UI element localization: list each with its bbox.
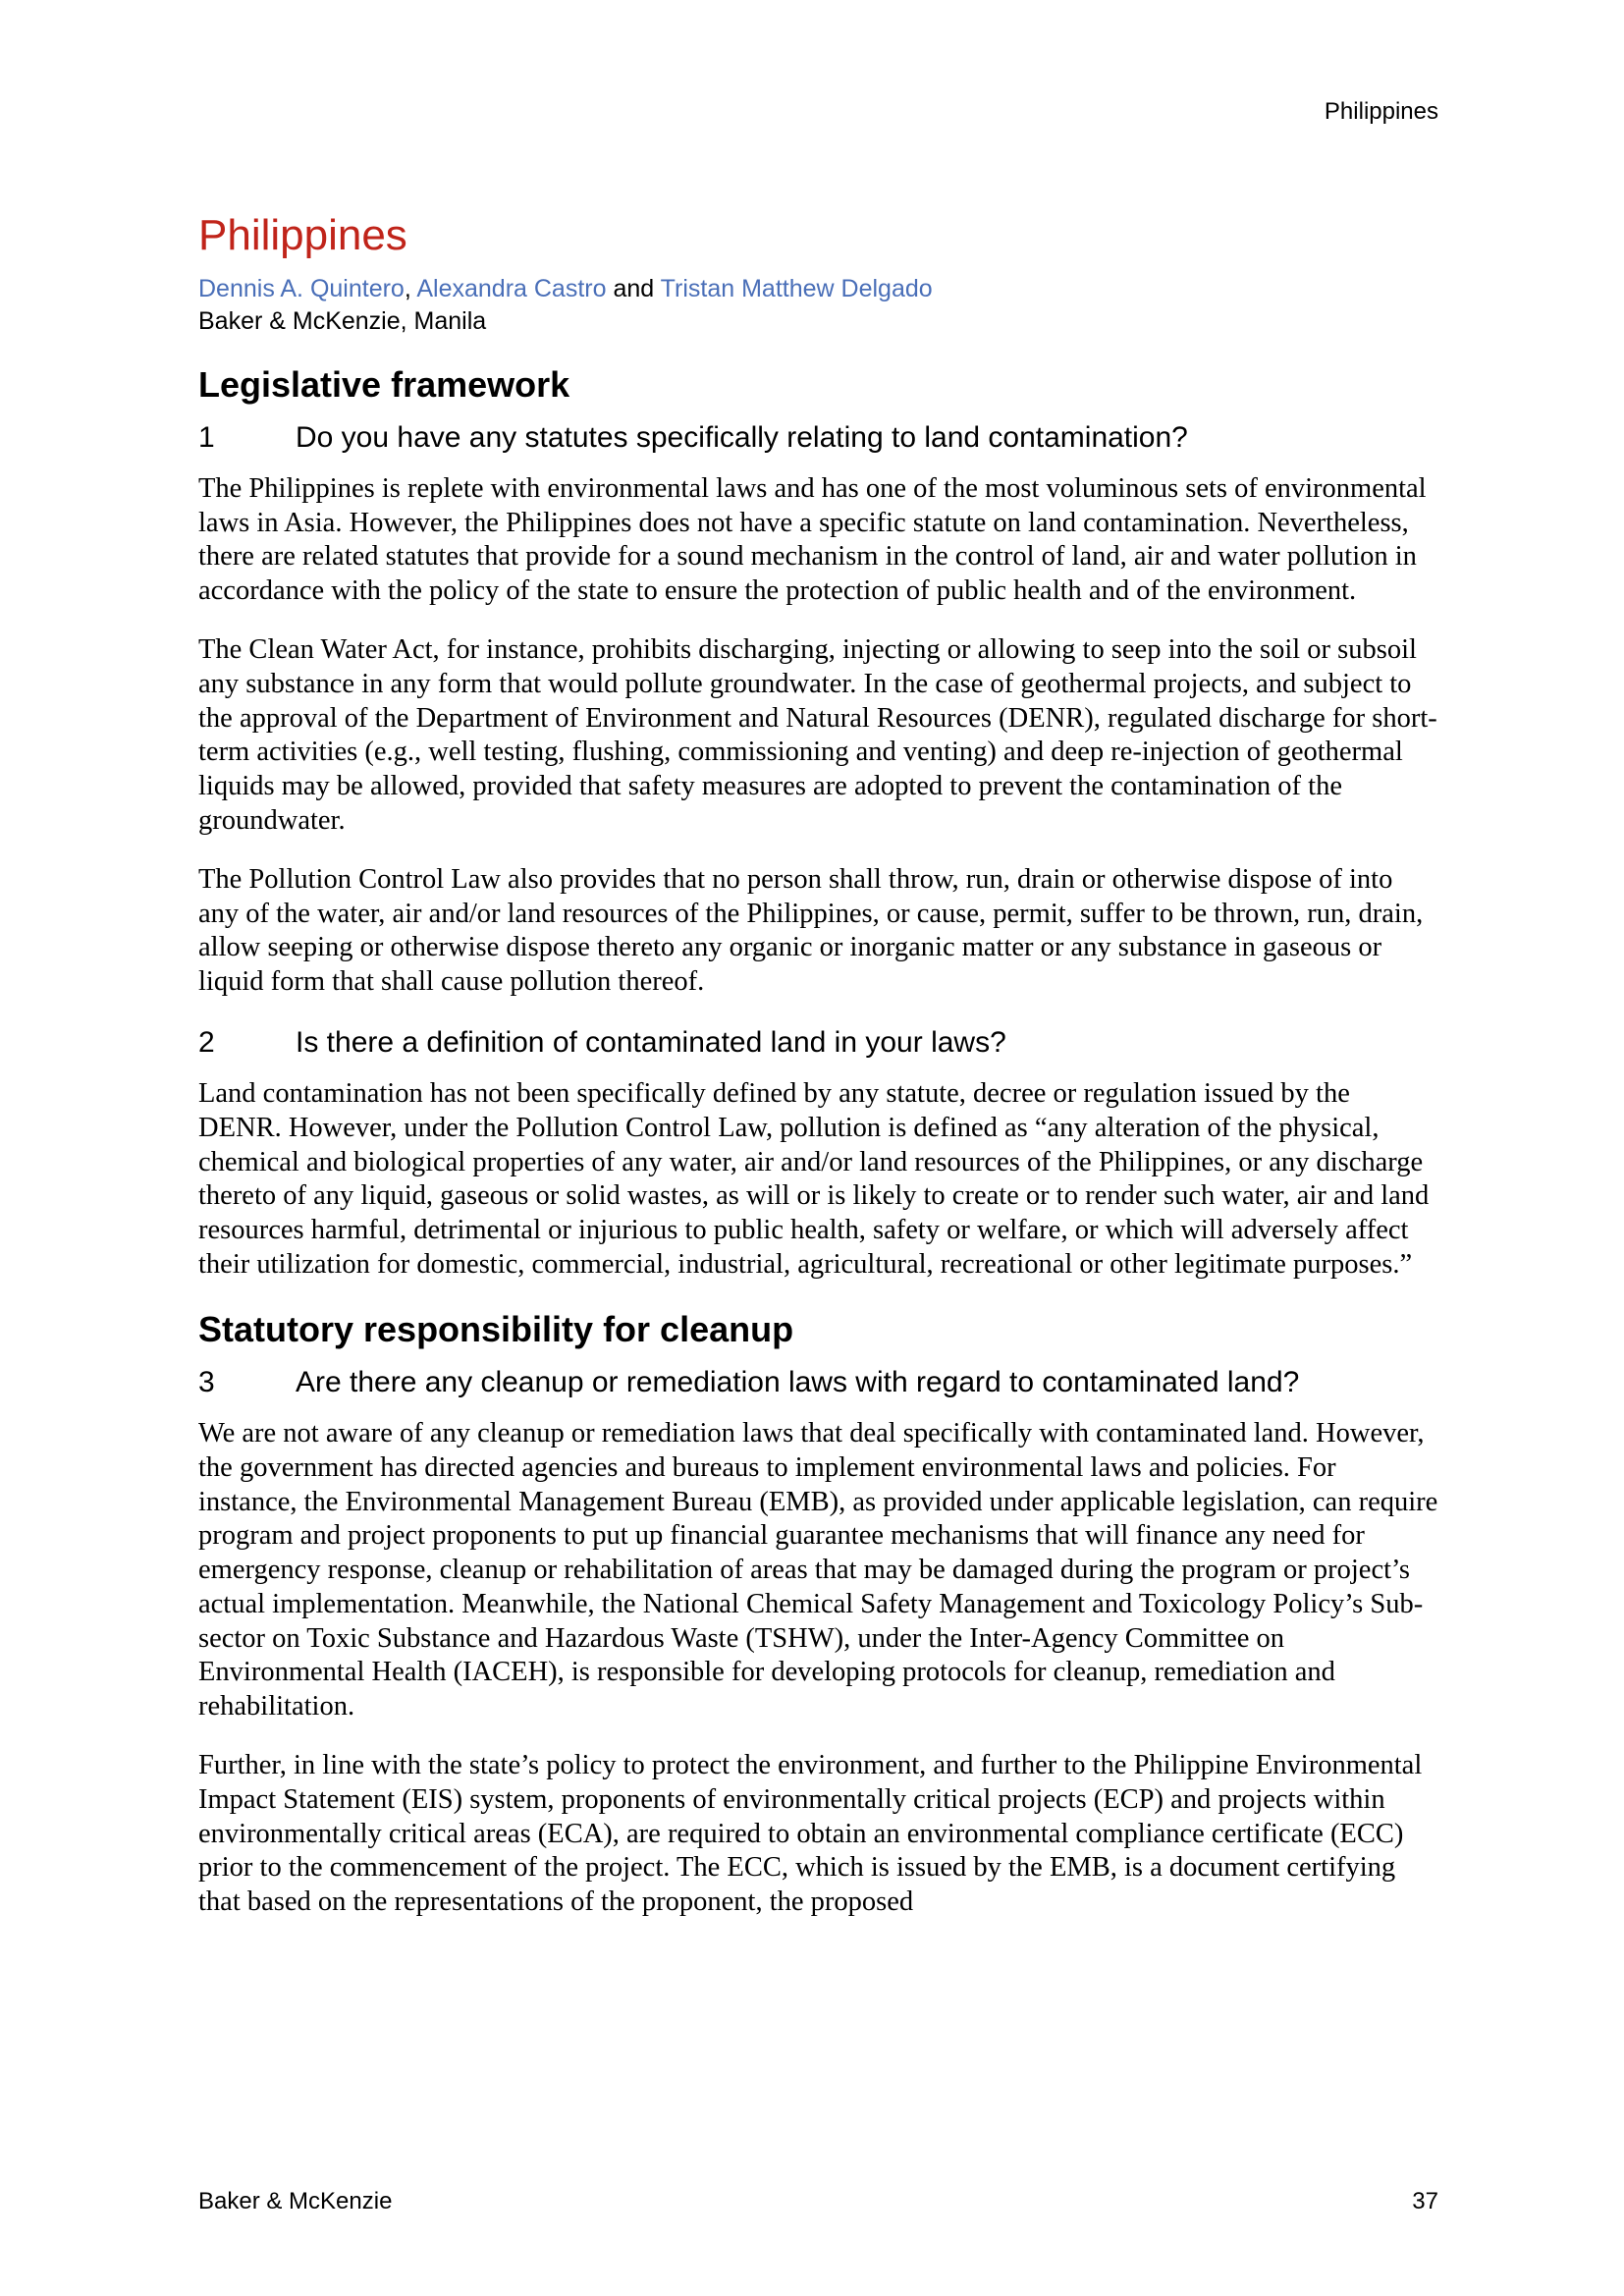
page-number: 37	[1412, 2188, 1438, 2214]
question-heading	[198, 419, 1439, 457]
body-paragraph: The Philippines is replete with environmental laws and has one of the most voluminous sets of environmental laws in Asia. However, the Philippines does not have a specific statute on land contamination. Nevertheless, there are related statutes that provide for a sound mechanism in the control of land, air and water pollution in accordance with the policy of the state to ensure the protection of public health and of the environment.	[198, 472, 1427, 607]
section-heading: Legislative framework	[198, 363, 570, 405]
question-number: 3	[198, 1365, 215, 1398]
question-number: 1	[198, 420, 215, 454]
author-separator: ,	[404, 274, 417, 302]
body-paragraph: Further, in line with the state’s policy to protect the environment, and further to the Philippine Environmental Impact Statement (EIS) system, proponents of environmentally critical projects (ECP) and projects within environmentally critical areas (ECA), are required to obtain an environmental compliance certificate (ECC) prior to the commencement of the project. The ECC, which is issued by the EMB, is a document certifying that based on the representations of the proponent, the proposed	[198, 1750, 1423, 1918]
body-paragraph: The Pollution Control Law also provides that no person shall throw, run, drain or otherwise dispose of into any of the water, air and/or land resources of the Philippines, or cause, permit, suffer to be thrown, run, drain, allow seeping or otherwise dispose thereto any organic or inorganic matter or any substance in gaseous or liquid form that shall cause pollution thereof.	[198, 863, 1424, 998]
question-text: Do you have any statutes specifically relating to land contamination?	[296, 420, 1188, 454]
question-heading	[198, 1364, 1439, 1401]
author-affiliation: Baker & McKenzie, Manila	[198, 306, 487, 335]
question-number: 2	[198, 1025, 215, 1059]
author-link[interactable]: Dennis A. Quintero	[198, 274, 405, 302]
running-header: Philippines	[1324, 98, 1438, 125]
section-heading: Statutory responsibility for cleanup	[198, 1308, 794, 1349]
author-line	[198, 273, 1439, 305]
footer-publisher: Baker & McKenzie	[198, 2188, 393, 2214]
running-footer	[198, 2188, 1438, 2215]
question-text: Is there a definition of contaminated land in your laws?	[296, 1025, 1006, 1059]
document-title: Philippines	[198, 211, 407, 259]
author-link[interactable]: Tristan Matthew Delgado	[660, 274, 933, 302]
body-paragraph: The Clean Water Act, for instance, prohibits discharging, injecting or allowing to seep into the soil or subsoil any substance in any form that would pollute groundwater. In the case of geothermal projects, and subject to the approval of the Department of Environment and Natural Resources (DENR), regulated discharge for short-term activities (e.g., well testing, flushing, commissioning and venting) and deep re-injection of geothermal liquids may be allowed, provided that safety measures are adopted to prevent the contamination of the groundwater.	[198, 633, 1437, 836]
page-content	[198, 211, 1439, 1944]
author-link[interactable]: Alexandra Castro	[416, 274, 607, 302]
body-paragraph: We are not aware of any cleanup or remediation laws that deal specifically with contaminated land. However, the government has directed agencies and bureaus to implement environmental laws and policies. For instance, the Environmental Management Bureau (EMB), as provided under applicable legislation, can require program and project proponents to put up financial guarantee mechanisms that will finance any need for emergency response, cleanup or rehabilitation of areas that may be damaged during the program or project’s actual implementation. Meanwhile, the National Chemical Safety Management and Toxicology Policy’s Sub-sector on Toxic Substance and Hazardous Waste (TSHW), under the Inter-Agency Committee on Environmental Health (IACEH), is responsible for developing protocols for cleanup, remediation and rehabilitation.	[198, 1417, 1438, 1722]
question-heading	[198, 1024, 1439, 1062]
body-paragraph: Land contamination has not been specifically defined by any statute, decree or regulation issued by the DENR. However, under the Pollution Control Law, pollution is defined as “any alteration of the physical, chemical and biological properties of any water, air and/or land resources of the Philippines, or any discharge thereto of any liquid, gaseous or solid wastes, as will or is likely to create or to render such water, air and land resources harmful, detrimental or injurious to public health, safety or welfare, or which will adversely affect their utilization for domestic, commercial, industrial, agricultural, recreational or other legitimate purposes.”	[198, 1077, 1430, 1280]
author-separator: and	[606, 274, 661, 302]
question-text: Are there any cleanup or remediation laws with regard to contaminated land?	[296, 1365, 1300, 1398]
